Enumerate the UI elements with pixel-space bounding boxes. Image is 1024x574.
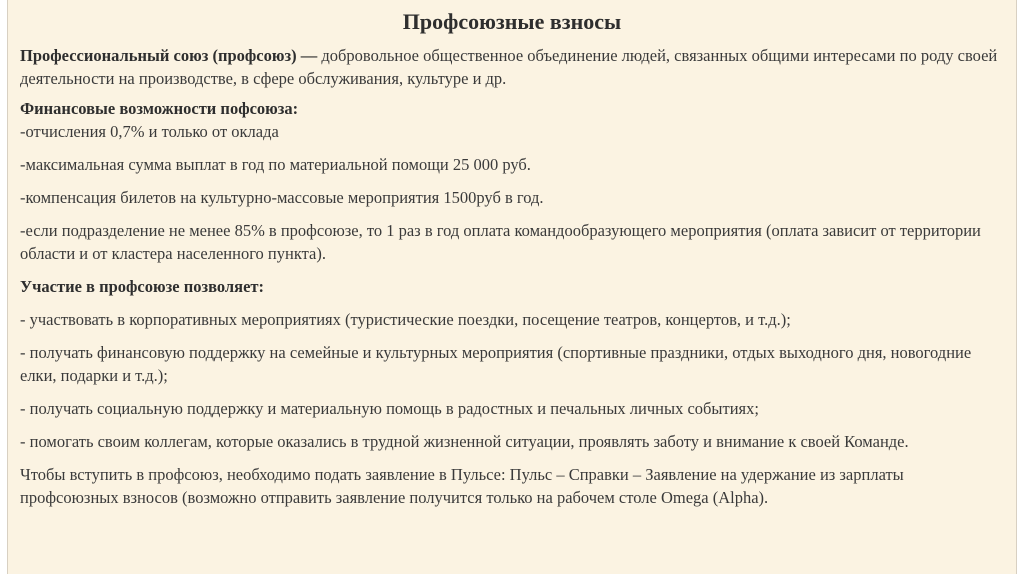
finance-item: -если подразделение не менее 85% в профсоюзе, то 1 раз в год оплата командообразующего мероприятия (оплата зависит от территории области и от кластера населенного пункта). xyxy=(20,221,981,263)
participation-item: - получать финансовую поддержку на семейные и культурных мероприятия (спортивные праздники, отдых выходного дня, новогодние елки, подарки и т.д.); xyxy=(20,343,972,385)
participation-item: - получать социальную поддержку и материальную помощь в радостных и печальных личных событиях; xyxy=(20,399,759,418)
finance-item: -компенсация билетов на культурно-массовые мероприятия 1500руб в год. xyxy=(20,188,544,207)
participation-heading: Участие в профсоюзе позволяет: xyxy=(20,277,265,296)
finance-item: -отчисления 0,7% и только от оклада xyxy=(20,122,279,141)
participation-item: - участвовать в корпоративных мероприятиях (туристические поездки, посещение театров, концертов, и т.д.); xyxy=(20,310,791,329)
definition-text: добровольное общественное объединение людей, связанных общими интересами по роду своей деятельности на производстве, в сфере обслуживания, культуре и др. xyxy=(20,46,998,88)
definition-term: Профессиональный союз (профсоюз) — xyxy=(20,46,318,65)
slide-title: Профсоюзные взносы xyxy=(402,9,622,34)
footer-paragraph: Чтобы вступить в профсоюз, необходимо подать заявление в Пульсе: Пульс – Справки – Заявление на удержание из зарплаты профсоюзных взносов (возможно отправить заявление получится только на рабочем столе Omega (Alpha). xyxy=(20,465,904,507)
finance-heading: Финансовые возможности пофсоюза: xyxy=(20,99,299,118)
slide xyxy=(8,0,1016,574)
participation-item: - помогать своим коллегам, которые оказались в трудной жизненной ситуации, проявлять заботу и внимание к своей Команде. xyxy=(20,432,909,451)
finance-item: -максимальная сумма выплат в год по материальной помощи 25 000 руб. xyxy=(20,155,531,174)
definition-paragraph xyxy=(20,44,1004,90)
